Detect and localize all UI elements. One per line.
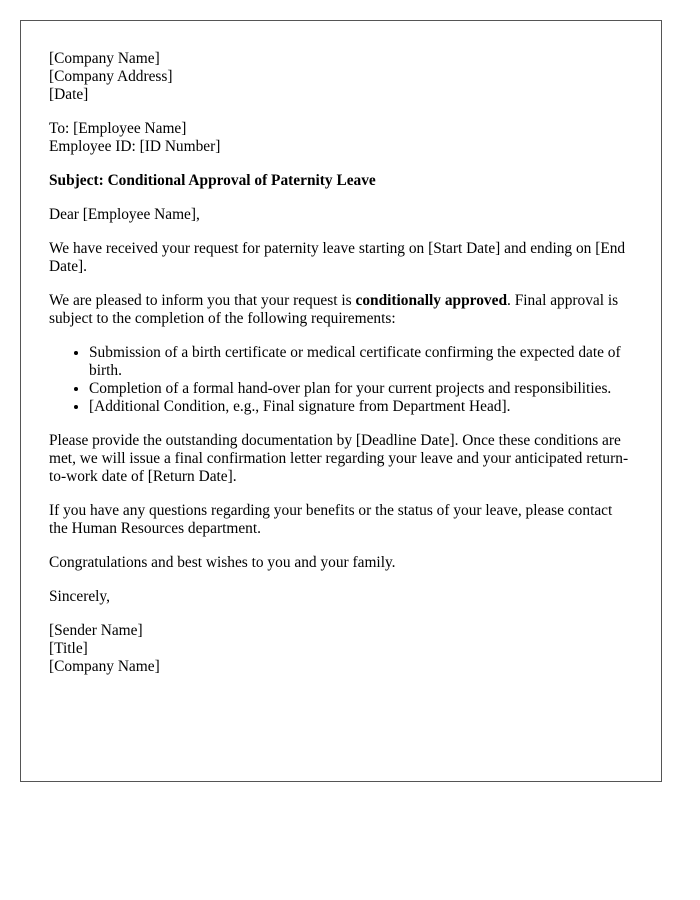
paragraph-questions: If you have any questions regarding your benefits or the status of your leave, please contact the Human Resources department. [49,502,613,537]
sender-name: [Sender Name] [49,622,143,639]
salutation: Dear [Employee Name], [49,206,200,223]
subject-line: Subject: Conditional Approval of Paternity Leave [49,172,376,189]
approval-text-before: We are pleased to inform you that your request is [49,292,356,309]
letter-page [20,20,662,782]
requirement-item: • Completion of a formal hand-over plan for your current projects and responsibilities. [89,380,633,398]
letterhead [49,50,633,104]
requirement-item: • [Additional Condition, e.g., Final signature from Department Head]. [89,398,633,416]
company-address: [Company Address] [49,68,173,85]
paragraph-approval [49,292,633,328]
sender-company: [Company Name] [49,658,160,675]
closing: Sincerely, [49,588,110,605]
letter-date: [Date] [49,86,89,103]
recipient-block [49,120,633,156]
paragraph-congratulations: Congratulations and best wishes to you and your family. [49,554,396,571]
requirements-list [49,344,633,416]
paragraph-deadline: Please provide the outstanding documentation by [Deadline Date]. Once these conditions are met, we will issue a final confirmation letter regarding your leave and your anticipated return-to-work date of [Return Date]. [49,432,629,485]
employee-id: Employee ID: [ID Number] [49,138,221,155]
approval-text-after: . Final approval is subject to the completion of the following requirements: [49,292,619,327]
signature-block [49,622,633,676]
requirement-item: • Submission of a birth certificate or medical certificate confirming the expected date of birth. [89,344,633,380]
company-name: [Company Name] [49,50,160,67]
recipient-name: To: [Employee Name] [49,120,187,137]
paragraph-request-received: We have received your request for paternity leave starting on [Start Date] and ending on [End Date]. [49,240,626,275]
approval-emphasis: conditionally approved [355,292,508,309]
sender-title: [Title] [49,640,88,657]
